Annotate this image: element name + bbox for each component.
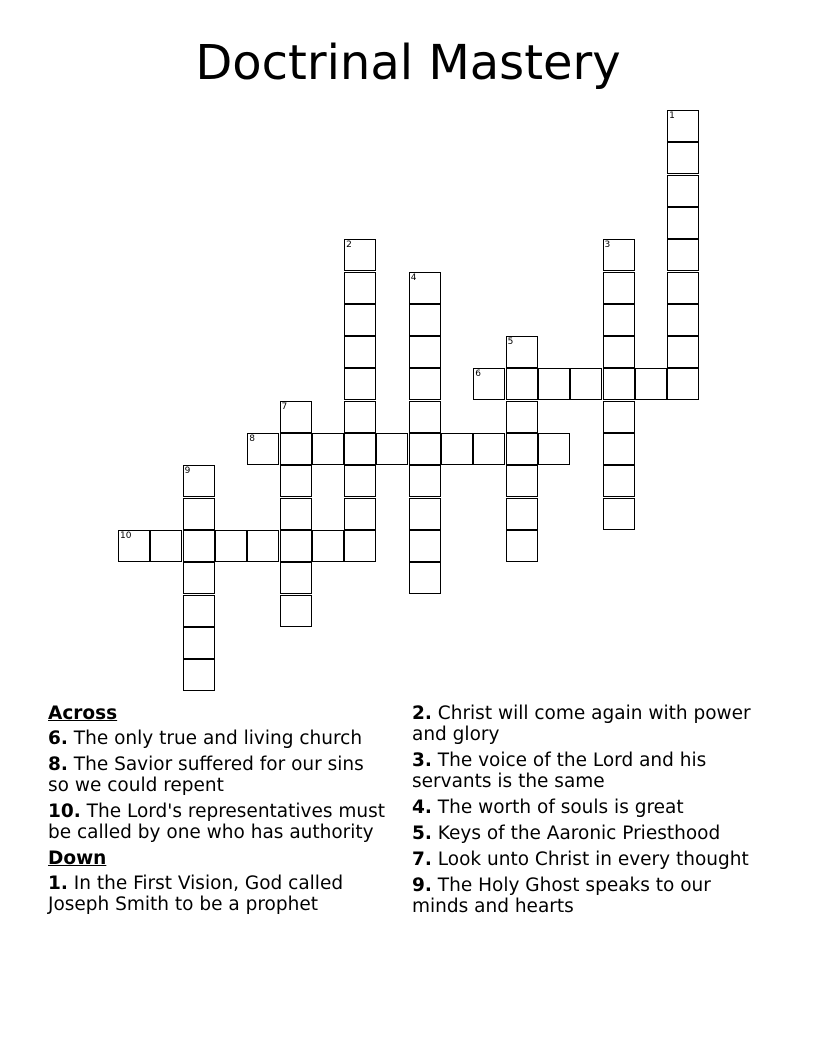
- grid-cell[interactable]: [506, 433, 538, 465]
- cell-number: 3: [604, 240, 611, 251]
- clues-column-left: [48, 703, 388, 920]
- grid-cell[interactable]: [409, 304, 441, 336]
- grid-cell[interactable]: [506, 401, 538, 433]
- grid-cell[interactable]: [280, 498, 312, 530]
- grid-cell[interactable]: [570, 368, 602, 400]
- clue-text: The voice of the Lord and his servants is the same: [412, 750, 707, 792]
- grid-cell[interactable]: [667, 304, 699, 336]
- grid-cell[interactable]: [409, 498, 441, 530]
- grid-cell[interactable]: [247, 530, 279, 562]
- grid-cell[interactable]: [344, 530, 376, 562]
- clue-text: The Lord's representatives must be called by one who has authority: [48, 801, 386, 843]
- grid-cell[interactable]: [280, 595, 312, 627]
- clue-text: The Holy Ghost speaks to our minds and hearts: [412, 875, 711, 917]
- clue-number: 10.: [48, 801, 81, 822]
- grid-cell[interactable]: [603, 368, 635, 400]
- grid-cell[interactable]: [441, 433, 473, 465]
- grid-cell[interactable]: [667, 239, 699, 271]
- grid-cell[interactable]: [667, 272, 699, 304]
- grid-cell[interactable]: [280, 562, 312, 594]
- grid-cell[interactable]: [506, 368, 538, 400]
- clue-down-1: [48, 873, 388, 915]
- grid-cell[interactable]: [409, 272, 441, 304]
- grid-cell[interactable]: [118, 530, 150, 562]
- grid-cell[interactable]: [603, 336, 635, 368]
- grid-cell[interactable]: [409, 562, 441, 594]
- grid-cell[interactable]: [667, 175, 699, 207]
- clue-text: Look unto Christ in every thought: [437, 849, 749, 870]
- grid-cell[interactable]: [183, 627, 215, 659]
- grid-cell[interactable]: [538, 368, 570, 400]
- clues-column-right: [412, 703, 757, 922]
- cell-number: 1: [669, 111, 675, 121]
- clue-number: 7.: [412, 849, 432, 870]
- grid-cell[interactable]: [667, 207, 699, 239]
- grid-cell[interactable]: [603, 465, 635, 497]
- clue-down-7: [412, 849, 757, 870]
- grid-cell[interactable]: [312, 530, 344, 562]
- grid-cell[interactable]: [409, 465, 441, 497]
- cell-number: 7: [281, 401, 288, 412]
- grid-cell[interactable]: [183, 659, 215, 691]
- clue-text: The worth of souls is great: [437, 797, 684, 818]
- clue-across-6: [48, 728, 388, 749]
- grid-cell[interactable]: [409, 401, 441, 433]
- cell-number: 5: [507, 337, 514, 348]
- clue-down-9: [412, 875, 757, 917]
- grid-cell[interactable]: [473, 433, 505, 465]
- grid-cell[interactable]: [280, 465, 312, 497]
- grid-cell[interactable]: [603, 239, 635, 271]
- grid-cell[interactable]: [506, 336, 538, 368]
- grid-cell[interactable]: [376, 433, 408, 465]
- grid-cell[interactable]: [667, 368, 699, 400]
- grid-cell[interactable]: [506, 465, 538, 497]
- grid-cell[interactable]: [506, 498, 538, 530]
- cell-number: 2: [346, 240, 352, 251]
- grid-cell[interactable]: [183, 530, 215, 562]
- clue-down-3: [412, 750, 757, 792]
- grid-cell[interactable]: [409, 368, 441, 400]
- grid-cell[interactable]: [344, 272, 376, 304]
- down-heading: Down: [48, 848, 107, 869]
- clue-number: 6.: [48, 728, 68, 749]
- clue-text: Keys of the Aaronic Priesthood: [437, 823, 721, 844]
- grid-cell[interactable]: [603, 401, 635, 433]
- grid-cell[interactable]: [183, 498, 215, 530]
- grid-cell[interactable]: [667, 110, 699, 142]
- grid-cell[interactable]: [506, 530, 538, 562]
- grid-cell[interactable]: [344, 368, 376, 400]
- puzzle-title: Doctrinal Mastery: [195, 35, 621, 91]
- grid-cell[interactable]: [280, 401, 312, 433]
- grid-cell[interactable]: [409, 433, 441, 465]
- grid-cell[interactable]: [344, 336, 376, 368]
- clue-number: 8.: [48, 754, 68, 775]
- cell-number: 8: [249, 434, 255, 444]
- grid-cell[interactable]: [667, 336, 699, 368]
- cell-number: 4: [410, 272, 417, 283]
- clue-down-4: [412, 797, 757, 818]
- clue-text: The only true and living church: [73, 728, 363, 749]
- cell-number: 10: [120, 530, 132, 541]
- clue-number: 2.: [412, 703, 432, 724]
- grid-cell[interactable]: [247, 433, 279, 465]
- grid-cell[interactable]: [635, 368, 667, 400]
- grid-cell[interactable]: [280, 433, 312, 465]
- cell-number: 9: [184, 466, 191, 477]
- clue-down-5: [412, 823, 757, 844]
- grid-cell[interactable]: [409, 530, 441, 562]
- grid-cell[interactable]: [150, 530, 182, 562]
- grid-cell[interactable]: [344, 433, 376, 465]
- clue-number: 3.: [412, 750, 432, 771]
- cell-number: 6: [475, 369, 482, 380]
- grid-cell[interactable]: [667, 142, 699, 174]
- across-heading: Across: [48, 703, 118, 724]
- grid-cell[interactable]: [603, 498, 635, 530]
- clue-number: 9.: [412, 875, 432, 896]
- grid-cell[interactable]: [280, 530, 312, 562]
- grid-cell[interactable]: [344, 239, 376, 271]
- grid-cell[interactable]: [473, 368, 505, 400]
- grid-cell[interactable]: [603, 272, 635, 304]
- clue-number: 1.: [48, 873, 68, 894]
- clue-text: Christ will come again with power and glory: [412, 703, 751, 745]
- grid-cell[interactable]: [603, 433, 635, 465]
- grid-cell[interactable]: [183, 465, 215, 497]
- grid-cell[interactable]: [183, 562, 215, 594]
- clue-number: 4.: [412, 797, 432, 818]
- clue-across-8: [48, 754, 388, 796]
- grid-cell[interactable]: [215, 530, 247, 562]
- grid-cell[interactable]: [344, 401, 376, 433]
- grid-cell[interactable]: [603, 304, 635, 336]
- grid-cell[interactable]: [344, 304, 376, 336]
- grid-cell[interactable]: [183, 595, 215, 627]
- clue-across-10: [48, 801, 388, 843]
- clue-down-2: [412, 703, 757, 745]
- clue-text: In the First Vision, God called Joseph Smith to be a prophet: [48, 873, 344, 915]
- clue-number: 5.: [412, 823, 432, 844]
- grid-cell[interactable]: [344, 465, 376, 497]
- grid-cell[interactable]: [312, 433, 344, 465]
- grid-cell[interactable]: [344, 498, 376, 530]
- clue-text: The Savior suffered for our sins so we could repent: [48, 754, 364, 796]
- grid-cell[interactable]: [409, 336, 441, 368]
- grid-cell[interactable]: [538, 433, 570, 465]
